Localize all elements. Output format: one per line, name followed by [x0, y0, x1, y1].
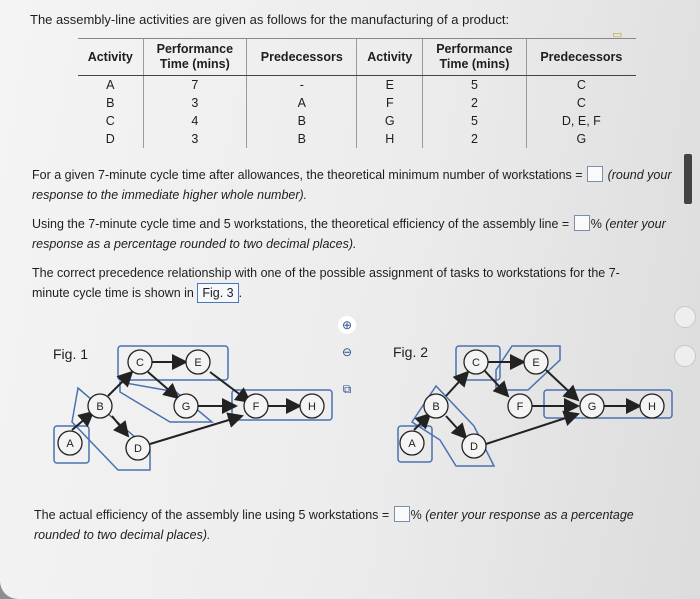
fig1-node-c	[128, 350, 152, 374]
actual-efficiency-answer-input[interactable]	[394, 506, 410, 522]
table-cell: A	[247, 94, 357, 112]
question-actual-efficiency-hint: (enter your response as a percentage rounded to two decimal places).	[34, 508, 634, 542]
table-cell: C	[105, 114, 115, 128]
svg-text:F: F	[252, 401, 260, 413]
fig1-edge	[150, 416, 242, 444]
intro-text: The assembly-line activities are given as follows for the manufacturing of a product:	[30, 12, 510, 27]
fig2-node-h	[640, 394, 664, 418]
table-cell: 2	[423, 130, 527, 148]
table-cell: D	[105, 132, 115, 146]
question-workstations	[32, 165, 672, 205]
svg-text:C: C	[136, 357, 144, 369]
table-row	[78, 76, 636, 95]
fig1-node-g	[174, 394, 198, 418]
svg-text:D: D	[134, 443, 142, 455]
workstations-answer-input[interactable]	[587, 166, 603, 182]
svg-text:A: A	[408, 438, 416, 450]
fig1-edge	[148, 372, 178, 398]
theoretical-efficiency-answer-input[interactable]	[574, 215, 590, 231]
fig2-node-f	[508, 394, 532, 418]
fig-2-label: Fig. 2	[393, 344, 429, 360]
header-performance-1	[143, 39, 247, 76]
header-activity-1: Activity	[78, 39, 143, 76]
table-cell: 5	[423, 76, 527, 95]
fig2-node-a	[400, 431, 424, 455]
svg-text:H: H	[308, 401, 316, 413]
table-cell: H	[357, 130, 423, 148]
question-theoretical-efficiency-hint: (enter your response as a percentage rounded to two decimal places).	[32, 217, 666, 251]
fig1-edge	[112, 416, 128, 436]
fig2-edge	[446, 372, 468, 396]
percent-unit: %	[410, 508, 422, 522]
table-cell: B	[247, 112, 357, 130]
svg-text:G: G	[587, 401, 597, 413]
scrollbar[interactable]	[684, 154, 692, 204]
question-workstations-text: For a given 7-minute cycle time after allowances, the theoretical minimum number of workstations =	[32, 168, 583, 182]
fig1-node-a	[58, 431, 82, 455]
svg-text:F: F	[516, 401, 524, 413]
fig1-node-e	[186, 350, 210, 374]
fig1-node-h	[300, 394, 324, 418]
fig2-node-c	[464, 350, 488, 374]
table-cell: D, E, F	[526, 112, 636, 130]
header-performance-2-line2: Time (mins)	[439, 57, 510, 71]
header-performance-1-line1: Performance	[156, 42, 234, 56]
table-row	[78, 130, 636, 148]
activity-table	[78, 38, 636, 148]
table-cell: B	[106, 96, 115, 110]
table-cell: E	[357, 76, 423, 95]
table-cell: -	[247, 76, 357, 95]
table-cell: C	[526, 94, 636, 112]
question-actual-efficiency-text: The actual efficiency of the assembly line using 5 workstations =	[34, 508, 390, 522]
fig1-node-f	[244, 394, 268, 418]
fig2-node-d	[462, 434, 486, 458]
header-performance-1-line2: Time (mins)	[159, 57, 230, 71]
fig2-edge	[486, 414, 578, 444]
header-activity-2: Activity	[357, 39, 423, 76]
svg-text:A: A	[66, 438, 74, 450]
fig2-edge	[546, 370, 578, 400]
fig1-edge	[210, 372, 250, 402]
question-theoretical-efficiency	[32, 214, 672, 254]
table-cell: C	[526, 76, 636, 95]
zoom-out-icon[interactable]: ⊖	[341, 345, 353, 359]
open-new-window-icon[interactable]: ⧉	[342, 382, 352, 396]
side-control[interactable]	[674, 306, 696, 328]
table-cell: G	[357, 112, 423, 130]
table-cell: 7	[143, 76, 247, 95]
svg-text:G: G	[181, 401, 191, 413]
svg-text:E: E	[532, 357, 540, 369]
svg-text:B: B	[432, 401, 440, 413]
table-cell: F	[357, 94, 423, 112]
question-actual-efficiency	[34, 505, 674, 545]
table-cell: A	[106, 78, 115, 92]
table-row	[78, 94, 636, 112]
fig2-node-b	[424, 394, 448, 418]
fig1-edge	[72, 412, 93, 430]
header-performance-2-line1: Performance	[436, 42, 513, 56]
fig2-node-e	[524, 350, 548, 374]
table-row	[78, 112, 636, 130]
fig2-edge	[446, 416, 466, 438]
svg-text:H: H	[648, 401, 656, 413]
header-predecessors-2: Predecessors	[526, 39, 636, 76]
question-precedence-text: The correct precedence relationship with one of the possible assignment of tasks to workstations for the 7-minute cycle time is shown in	[32, 266, 620, 300]
fig1-node-d	[126, 436, 150, 460]
question-theoretical-efficiency-text: Using the 7-minute cycle time and 5 workstations, the theoretical efficiency of the assembly line =	[32, 217, 570, 231]
fig-1-label: Fig. 1	[53, 346, 89, 362]
table-cell: G	[526, 130, 636, 148]
table-cell: 3	[143, 130, 247, 148]
table-cell: B	[247, 130, 357, 148]
svg-text:C: C	[472, 357, 480, 369]
svg-text:E: E	[194, 357, 202, 369]
svg-text:B: B	[96, 401, 104, 413]
question-precedence: The correct precedence relationship with one of the possible assignment of tasks to workstations for the 7-minute cycle time is shown in Fig. 3 .	[32, 263, 652, 303]
fig2-node-g	[580, 394, 604, 418]
table-cell: 2	[423, 94, 527, 112]
percent-unit: %	[590, 217, 602, 231]
fig-3-select[interactable]: Fig. 3	[197, 283, 238, 303]
table-cell: 3	[143, 94, 247, 112]
table-expand-icon[interactable]: ▭	[612, 29, 623, 41]
question-workstations-hint: (round your response to the immediate higher whole number).	[32, 168, 672, 202]
header-performance-2	[423, 39, 527, 76]
svg-text:D: D	[470, 441, 478, 453]
fig1-node-b	[88, 394, 112, 418]
zoom-in-icon[interactable]: ⊕	[338, 316, 356, 334]
table-cell: 4	[143, 112, 247, 130]
header-predecessors-1: Predecessors	[247, 39, 357, 76]
table-cell: 5	[423, 112, 527, 130]
